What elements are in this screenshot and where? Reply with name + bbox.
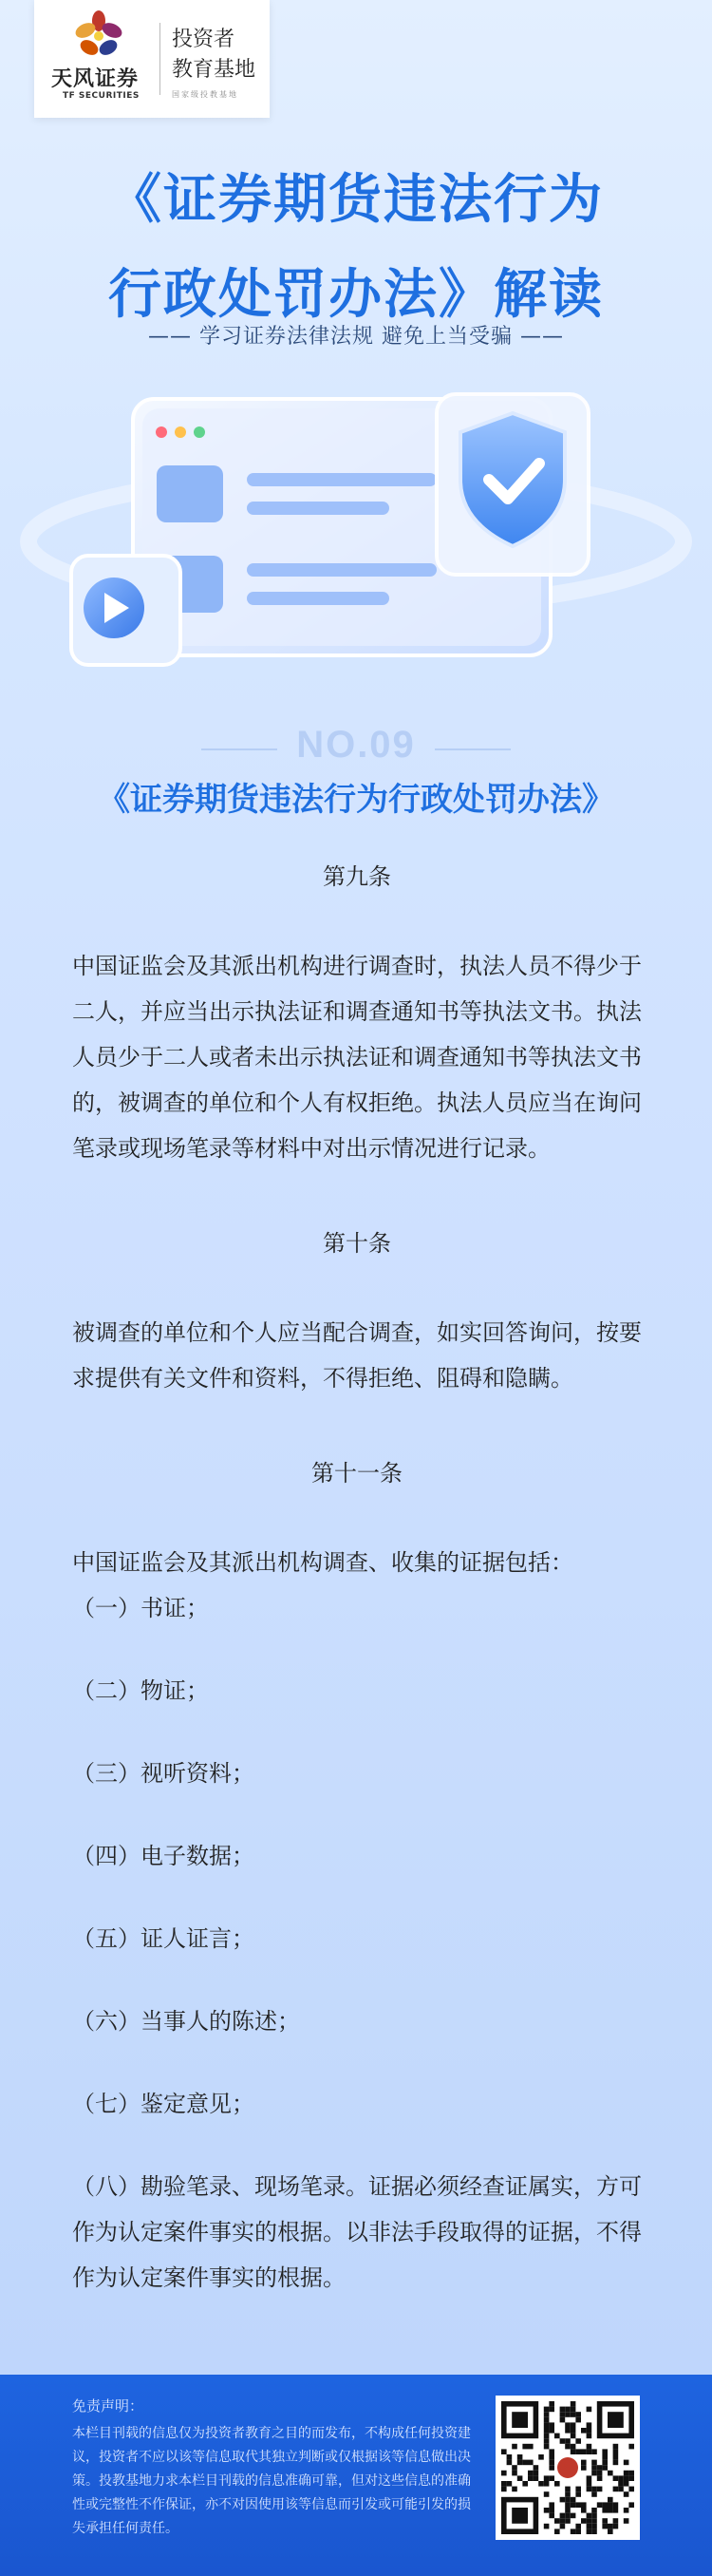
article-content [72, 850, 642, 2301]
qr-code[interactable] [496, 2396, 640, 2540]
disclaimer-footer [0, 2375, 712, 2576]
disclaimer-title: 免责声明： [72, 2397, 144, 2415]
evidence-item: （八）勘验笔录、现场笔录。证据必须经查证属实，方可作为认定案件事实的根据。以非法手段取得的证据，不得作为认定案件事实的根据。 [72, 2173, 642, 2291]
investor-line1: 投资者 [172, 28, 235, 51]
article-text: 被调查的单位和个人应当配合调查，如实回答询问，按要求提供有关文件和资料，不得拒绝、阻碍和隐瞒。 [72, 1319, 642, 1392]
brand-logo [34, 0, 270, 118]
title-line2: 行政处罚办法》解读 [108, 263, 604, 326]
disclaimer-text: 本栏目刊载的信息仅为投资者教育之目的而发布，不构成任何投资建议，投资者不应以该等信息取代其独立判断或仅根据该等信息做出决策。投教基地力求本栏目刊载的信息准确可靠，但对这些信息的准确性或完整性不作保证，亦不对因使用该等信息而引发或可能引发的损失承担任何责任。 [72, 2426, 471, 2536]
article-text: 中国证监会及其派出机构进行调查时，执法人员不得少于二人，并应当出示执法证和调查通知书等执法文书。执法人员少于二人或者未出示执法证和调查通知书等执法文书的，被调查的单位和个人有权拒绝。执法人员应当在询问笔录或现场笔录等材料中对出示情况进行记录。 [72, 953, 642, 1162]
page-subtitle: —— 学习证券法律法规 避免上当受骗 —— [148, 325, 564, 349]
evidence-item: （二）物证； [72, 1677, 209, 1704]
number-line-right [435, 748, 511, 750]
article-title: 第九条 [323, 863, 391, 890]
investor-base-label [172, 25, 255, 85]
brand-name-en: TF SECURITIES [63, 91, 140, 101]
evidence-item: （一）书证； [72, 1595, 209, 1621]
evidence-item: （三）视听资料； [72, 1760, 254, 1787]
evidence-item: （四）电子数据； [72, 1843, 254, 1869]
logo-divider [159, 23, 160, 95]
section-number: NO.09 [296, 724, 416, 766]
article-intro: 中国证监会及其派出机构调查、收集的证据包括： [72, 1549, 573, 1576]
evidence-item: （五）证人证言； [72, 1925, 254, 1952]
tf-flower-icon [66, 9, 131, 63]
article-title: 第十条 [323, 1230, 391, 1257]
page-title [0, 152, 712, 342]
evidence-item: （六）当事人的陈述； [72, 2008, 300, 2035]
section-title: 《证券期货违法行为行政处罚办法》 [98, 781, 614, 819]
article-title: 第十一条 [311, 1460, 403, 1487]
investor-line2: 教育基地 [172, 58, 256, 82]
logo-subtext: 国家级投教基地 [172, 90, 238, 99]
security-illustration [19, 370, 693, 693]
brand-name-cn: 天风证券 [51, 67, 140, 91]
qr-code-image [501, 2401, 634, 2534]
title-line1: 《证券期货违法行为 [108, 168, 604, 231]
evidence-item: （七）鉴定意见； [72, 2091, 254, 2117]
